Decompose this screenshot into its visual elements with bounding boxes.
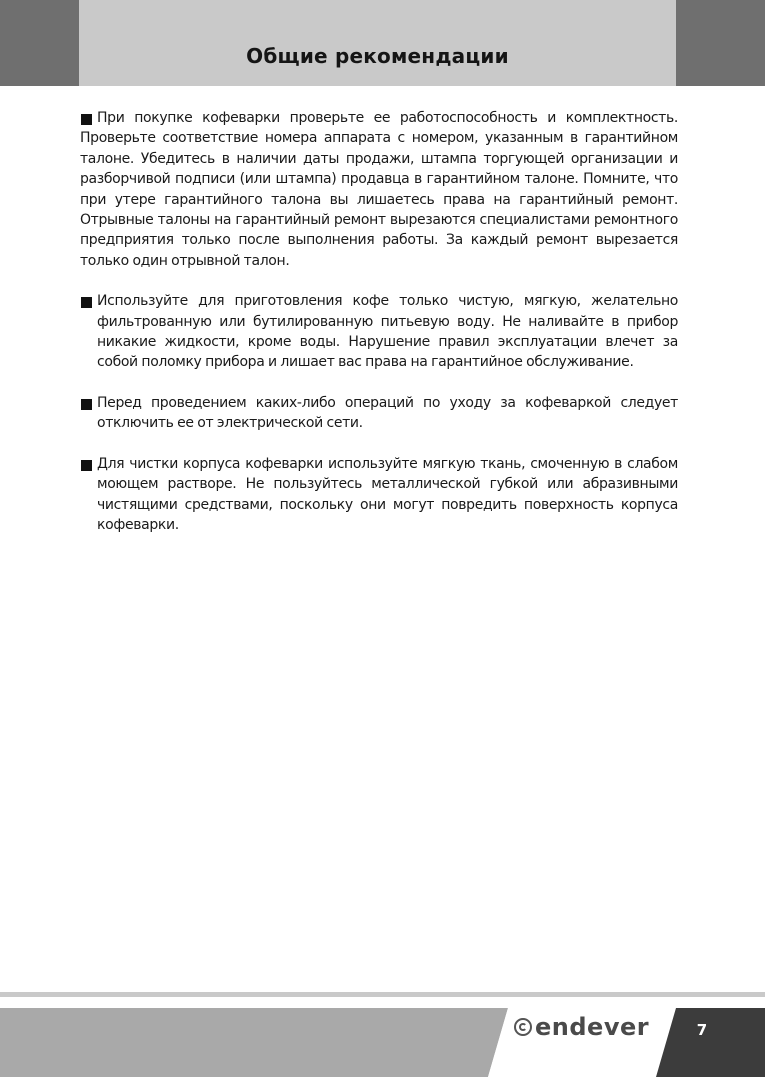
square-bullet-icon bbox=[81, 297, 92, 308]
page-header bbox=[0, 0, 765, 86]
endever-logo-icon bbox=[514, 1018, 532, 1036]
page-footer bbox=[0, 1008, 765, 1077]
header-title-bar bbox=[79, 0, 676, 86]
brand-logo bbox=[514, 1012, 649, 1042]
list-item-text: Используйте для приготовления кофе только чистую, мягкую, желательно фильтрованную или бутилированную питьевую воду. Не наливайте в прибор никакие жидкости, кроме воды. Нарушение правил эксплуатации влечет за собой поломку прибора и лишает вас права на гарантийное обслуживание. bbox=[97, 293, 678, 371]
list-item bbox=[80, 108, 678, 271]
list-item bbox=[80, 393, 678, 434]
list-item-text: При покупке кофеварки проверьте ее работоспособность и комплектность. Проверьте соответствие номера аппарата с номером, указанным в гарантийном талоне. Убедитесь в наличии даты продажи, штампа торгующей организации и разборчивой подписи (или штампа) продавца в гарантийном талоне. Помните, что при утере гарантийного талона вы лишаетесь права на гарантийный ремонт. Отрывные талоны на гарантийный ремонт вырезаются специалистами ремонтного предприятия только после выполнения работы. За каждый ремонт вырезается только один отрывной талон. bbox=[80, 110, 678, 269]
page-title: Общие рекомендации bbox=[246, 44, 509, 68]
list-item bbox=[80, 291, 678, 373]
footer-divider bbox=[0, 992, 765, 997]
footer-background bbox=[0, 1008, 765, 1077]
page-number: 7 bbox=[696, 1021, 708, 1039]
square-bullet-icon bbox=[81, 460, 92, 471]
square-bullet-icon bbox=[81, 399, 92, 410]
header-right-block bbox=[676, 0, 765, 86]
list-item-text: Перед проведением каких-либо операций по уходу за кофеваркой следует отключить ее от электрической сети. bbox=[97, 394, 678, 432]
list-item-text: Для чистки корпуса кофеварки используйте мягкую ткань, смоченную в слабом моющем растворе. Не пользуйтесь металлической губкой или абразивными чистящими средствами, поскольку они могут повредить поверхность корпуса кофеварки. bbox=[97, 455, 678, 533]
square-bullet-icon bbox=[81, 114, 92, 125]
brand-name: endever bbox=[535, 1013, 650, 1041]
header-left-block bbox=[0, 0, 79, 86]
list-item bbox=[80, 454, 678, 536]
recommendations-list bbox=[80, 108, 678, 555]
